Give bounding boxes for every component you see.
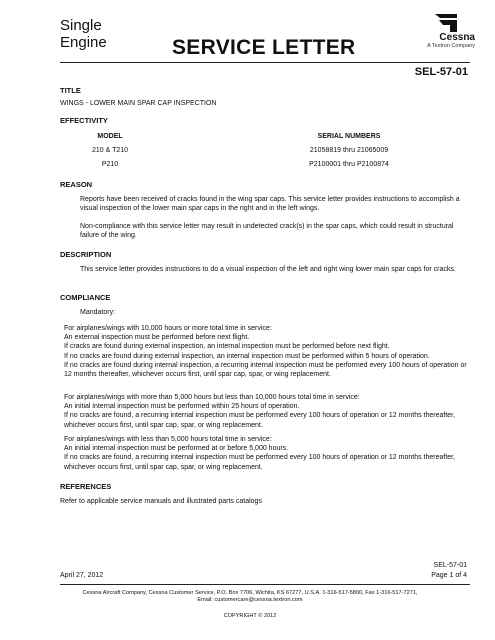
compliance-line: If no cracks are found, a recurring internal inspection must be performed every 100 hours of operation or 12 months thereafter, whichever occurs first, until spar cap, spar, or wing replacement. xyxy=(64,454,456,471)
compliance-line: An external inspection must be performed before next flight. xyxy=(64,334,250,342)
references-heading: REFERENCES xyxy=(60,482,112,491)
effectivity-model-1: 210 & T210 xyxy=(91,147,129,154)
logo-wordmark: Cessna xyxy=(439,32,475,43)
logo-tagline: A Textron Company xyxy=(427,43,475,49)
reason-paragraph-2: Non-compliance with this service letter may result in undetected crack(s) in the spar caps, which could result in structural failure of the wing. xyxy=(80,223,454,240)
effectivity-serial-1: 21058819 thru 21065009 xyxy=(309,147,389,154)
reason-paragraph-1: Reports have been received of cracks found in the wing spar caps. This service letter provides instructions to accomplish a visual inspection of the lower main spar caps in the right and in the left wings. xyxy=(80,196,460,213)
engine-line-1: Single xyxy=(60,17,102,34)
footer-doc-number: SEL-57-01 xyxy=(433,562,467,569)
reason-heading: REASON xyxy=(60,180,93,189)
footer-copyright: COPYRIGHT © 2012 xyxy=(223,613,277,619)
footer-address: Cessna Aircraft Company, Cessna Customer Service, P.O. Box 7706, Wichita, KS 67277, U.S.A. 1-316-517-5800, Fax 1-316-517-7271, xyxy=(82,590,418,596)
footer-date: April 27, 2012 xyxy=(60,572,104,579)
compliance-line: An initial internal inspection must be performed within 25 hours of operation. xyxy=(64,403,300,411)
compliance-line: If no cracks are found, a recurring internal inspection must be performed every 100 hours of operation or 12 months thereafter, whichever occurs first, until spar cap, spar, or wing replacement. xyxy=(64,412,456,429)
effectivity-heading: EFFECTIVITY xyxy=(60,116,108,125)
title-heading: TITLE xyxy=(60,86,81,95)
document-title: SERVICE LETTER xyxy=(172,36,356,59)
compliance-line: If no cracks are found during external inspection, an internal inspection must be performed within 5 hours of operation. xyxy=(64,352,430,360)
description-heading: DESCRIPTION xyxy=(60,250,112,259)
engine-type-label xyxy=(60,17,107,51)
footer-page-number: Page 1 of 4 xyxy=(431,572,467,579)
document-number: SEL-57-01 xyxy=(414,66,468,78)
compliance-line: For airplanes/wings with more than 5,000 hours but less than 10,000 hours total time in service: xyxy=(64,394,360,401)
footer-email: Email: customercare@cessna.textron.com xyxy=(197,597,303,603)
compliance-heading: COMPLIANCE xyxy=(60,293,111,302)
compliance-line: If no cracks are found during internal inspection, a recurring internal inspection must be performed every 100 hours of operation or 12 months thereafter, whichever occurs first, until spar cap, spar, or wing replacement. xyxy=(64,361,467,379)
cessna-logo xyxy=(405,14,475,50)
effectivity-serial-2: P2100001 thru P2100874 xyxy=(309,161,389,168)
compliance-block-under-5000 xyxy=(64,435,474,472)
compliance-line: For airplanes/wings with 10,000 hours or more total time in service: xyxy=(64,325,272,332)
footer-rule xyxy=(60,584,470,585)
cessna-emblem-icon xyxy=(435,14,457,32)
compliance-line: An initial internal inspection must be performed at or before 5,000 hours. xyxy=(64,445,289,453)
description-text: This service letter provides instructions to do a visual inspection of the left and right wing lower main spar caps for cracks. xyxy=(80,266,456,273)
title-text: WINGS - LOWER MAIN SPAR CAP INSPECTION xyxy=(60,100,217,107)
compliance-line: If cracks are found during external inspection, an internal inspection must be performed before next flight. xyxy=(64,343,390,351)
model-column-header: MODEL xyxy=(97,133,123,140)
serial-column-header: SERIAL NUMBERS xyxy=(317,133,381,140)
header-rule xyxy=(60,62,470,63)
engine-line-2: Engine xyxy=(60,34,107,51)
compliance-block-10000 xyxy=(64,324,474,379)
compliance-mandatory: Mandatory: xyxy=(80,309,116,316)
compliance-line: For airplanes/wings with less than 5,000 hours total time in service: xyxy=(64,436,272,443)
effectivity-model-2: P210 xyxy=(101,161,119,168)
compliance-block-5000-10000 xyxy=(64,393,474,430)
references-text: Refer to applicable service manuals and illustrated parts catalogs xyxy=(60,498,262,505)
